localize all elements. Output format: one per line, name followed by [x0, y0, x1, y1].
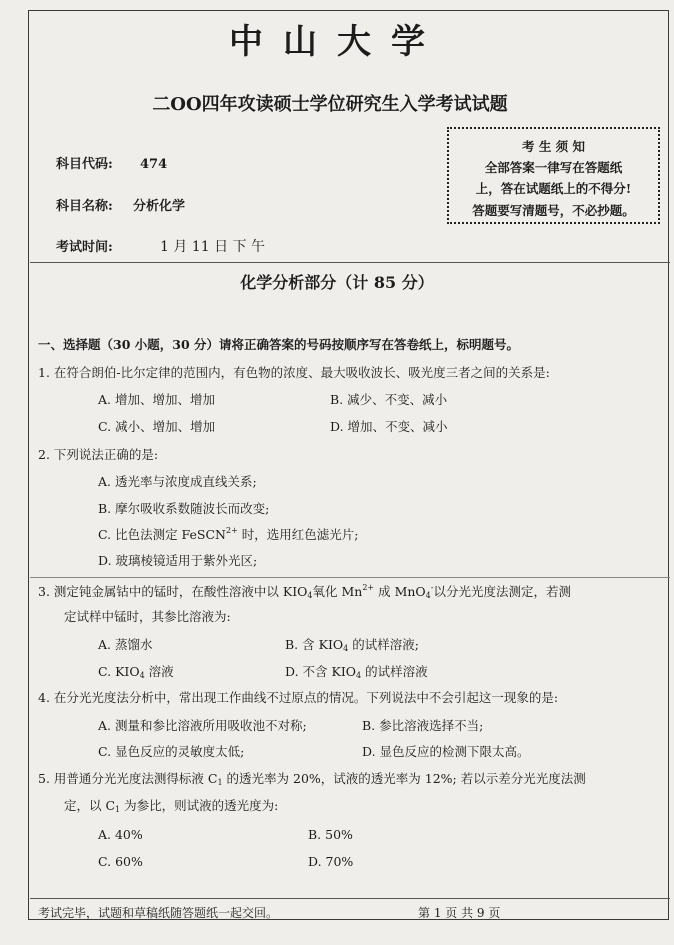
q2-option-c: [98, 527, 358, 543]
q3-stem-sub1: 4: [307, 591, 313, 600]
footer-note: 考试完毕，试题和草稿纸随答题纸一起交回。: [38, 906, 279, 920]
frame-right-line: [668, 10, 669, 920]
q2-option-c-charge: 2+: [226, 526, 238, 535]
q3-stem-sub2: 4: [425, 591, 431, 600]
subject-code: 474: [140, 157, 168, 172]
footer-divider: [30, 898, 670, 899]
q2-option-a: A. 透光率与浓度成直线关系;: [98, 474, 257, 489]
q3-option-c: [98, 664, 174, 680]
q3-stem-line1: [38, 584, 571, 600]
header-divider: [30, 262, 670, 263]
q3-stem-part1: 3. 测定钝金属钴中的锰时，在酸性溶液中以 KIO: [38, 584, 308, 599]
q5-stem-line2: [64, 798, 278, 814]
subject-name: 分析化学: [133, 199, 186, 214]
q5-stem-sub1: 1: [217, 778, 223, 787]
q5-stem-sub2: 1: [115, 805, 121, 814]
q4-stem: 4. 在分光光度法分析中，常出现工作曲线不过原点的情况。下列说法中不会引起这一现象的是:: [38, 690, 559, 705]
q4-option-c: C. 显色反应的灵敏度太低;: [98, 744, 245, 759]
q2-stem: 2. 下列说法正确的是:: [38, 447, 159, 462]
q5-option-b: B. 50%: [308, 827, 353, 842]
q3-option-d-text: D. 不含 KIO: [285, 664, 357, 679]
q3-option-b-text: B. 含 KIO: [285, 637, 344, 652]
notice-title: 考 生 须 知: [521, 139, 586, 154]
q5-stem-part2: 的透光率为 20%，试液的透光率为 12%; 若以示差分光光度法测: [222, 771, 586, 786]
q2-option-c-text-end: 时，选用红色滤光片;: [237, 527, 359, 542]
exam-title: 二OO四年攻读硕士学位研究生入学考试试题: [152, 94, 508, 115]
q3-stem-part2: 氧化 Mn: [312, 584, 363, 599]
exam-time-label: 考试时间:: [56, 240, 113, 255]
q3-option-c-text: C. KIO: [98, 664, 140, 679]
q3-stem-line2: 定试样中锰时，其参比溶液为:: [64, 609, 231, 624]
section-title: 化学分析部分（计 85 分）: [240, 273, 434, 292]
q3-option-d-sub: 4: [356, 671, 362, 680]
q3-stem-part3: 成 MnO: [374, 584, 426, 599]
subject-code-label: 科目代码:: [56, 157, 113, 172]
q3-option-d-text-end: 的试样溶液: [361, 664, 428, 679]
q3-option-c-text-end: 溶液: [144, 664, 174, 679]
q4-option-a: A. 测量和参比溶液所用吸收池不对称;: [98, 718, 307, 733]
notice-line-3: 答题要写清题号，不必抄题。: [472, 203, 635, 218]
q4-option-d: D. 显色反应的检测下限太高。: [362, 744, 530, 759]
q2-option-d: D. 玻璃棱镜适用于紫外光区;: [98, 553, 258, 568]
exam-time: 1 月 11 日 下 午: [160, 239, 265, 255]
frame-left-line: [28, 10, 29, 920]
page-number: 第 1 页 共 9 页: [418, 906, 501, 920]
q3-option-d: [285, 664, 428, 680]
subject-name-label: 科目名称:: [56, 199, 113, 214]
q3-divider: [30, 577, 670, 578]
notice-line-1: 全部答案一律写在答题纸: [484, 160, 623, 175]
q2-option-b: B. 摩尔吸收系数随波长而改变;: [98, 501, 270, 516]
q2-option-c-text: C. 比色法测定 FeSCN: [98, 527, 226, 542]
q5-stem-part3: 定，以 C: [64, 798, 116, 813]
candidate-notice-box: [447, 127, 660, 224]
q1-option-a: A. 增加、增加、增加: [98, 392, 215, 407]
q3-stem-sup2: -: [430, 583, 434, 592]
q3-option-c-sub: 4: [139, 671, 145, 680]
notice-line-2: 上，答在试题纸上的不得分!: [475, 181, 632, 196]
q3-option-a: A. 蒸馏水: [98, 637, 153, 652]
q4-option-b: B. 参比溶液选择不当;: [362, 718, 484, 733]
q5-stem-part1: 5. 用普通分光光度法测得标液 C: [38, 771, 218, 786]
q1-option-d: D. 增加、不变、减小: [330, 419, 448, 434]
q3-option-b: [285, 637, 419, 653]
q1-stem: 1. 在符合朗伯-比尔定律的范围内，有色物的浓度、最大吸收波长、吸光度三者之间的关系是:: [38, 365, 550, 380]
q5-option-c: C. 60%: [98, 854, 143, 869]
university-title: 中山大学: [229, 22, 445, 62]
q3-stem-sup1: 2+: [362, 583, 375, 592]
q3-stem-part4: 以分光光度法测定，若测: [433, 584, 571, 599]
q3-option-b-sub: 4: [343, 644, 349, 653]
q1-option-b: B. 减少、不变、减小: [330, 392, 448, 407]
q5-stem-line1: [38, 771, 586, 787]
frame-top-line: [28, 10, 669, 11]
q3-option-b-text-end: 的试样溶液;: [348, 637, 419, 652]
part1-heading: 一、选择题（30 小题，30 分）请将正确答案的号码按顺序写在答卷纸上，标明题号。: [38, 337, 519, 352]
q5-option-a: A. 40%: [98, 827, 143, 842]
q5-option-d: D. 70%: [308, 854, 354, 869]
q5-stem-part4: 为参比，则试液的透光度为:: [120, 798, 279, 813]
q1-option-c: C. 减小、增加、增加: [98, 419, 216, 434]
